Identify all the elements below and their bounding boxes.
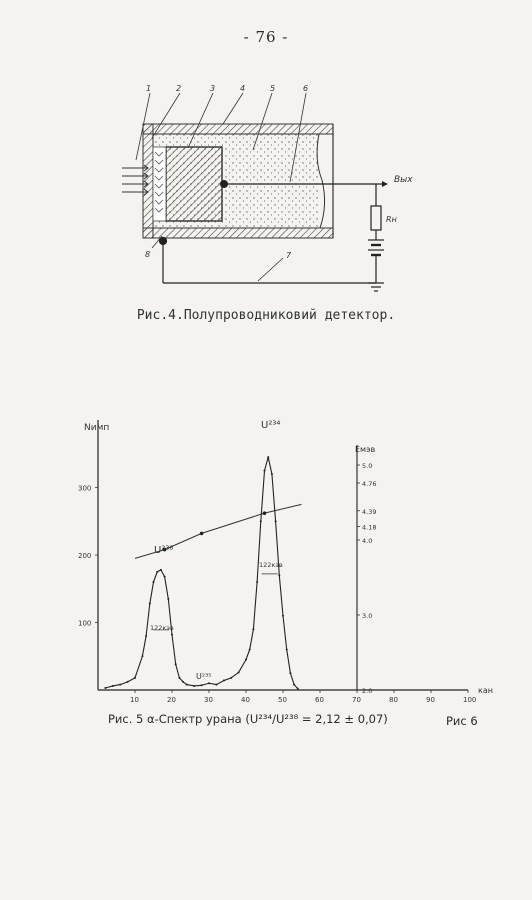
peak-label-u235: U²³⁵ <box>196 672 212 681</box>
spectrum-point <box>112 685 114 687</box>
energy-tick-label: 2.0 <box>362 687 373 695</box>
energy-tick-label: 4.18 <box>362 523 377 532</box>
callout-8: 8 <box>145 250 151 259</box>
spectrum-point <box>286 649 288 651</box>
figure4-caption: Рис.4.Полупроводниковий детектор. <box>136 308 396 323</box>
resistor-label: Rн <box>386 215 397 224</box>
spectrum-point <box>145 635 147 637</box>
fwhm-label-u238: 122кэв <box>150 624 174 632</box>
y-axis-label: Nимп <box>84 423 110 433</box>
spectrum-point <box>282 615 284 617</box>
x-tick-label: 10 <box>130 696 139 704</box>
spectrum-point <box>186 684 188 686</box>
energy-tick-label: 4.0 <box>362 537 373 545</box>
spectrum-point <box>127 681 129 683</box>
spectrum-point <box>201 684 203 686</box>
y-tick-label: 100 <box>78 619 92 628</box>
x-tick-label: 60 <box>315 696 324 704</box>
spectrum-point <box>119 684 121 686</box>
spectrum-point <box>289 672 291 674</box>
x-tick-label: 50 <box>278 696 287 704</box>
peak-label-u234: U²³⁴ <box>261 420 281 431</box>
spectrum-point <box>256 581 258 583</box>
spectrum-point <box>223 680 225 682</box>
callout-7: 7 <box>286 251 292 260</box>
spectrum-series <box>104 456 298 690</box>
calibration-point <box>263 511 267 515</box>
x-axis-label: кан <box>478 686 493 695</box>
spectrum-point <box>182 681 184 683</box>
figure6-label: Рис 6 <box>446 714 478 728</box>
callout-1: 1 <box>146 84 152 93</box>
spectrum-point <box>153 581 155 583</box>
x-tick-label: 70 <box>352 696 361 704</box>
peak-label-u238: U²³⁸ <box>154 545 174 556</box>
x-tick-label: 100 <box>463 696 477 704</box>
spectrum-point <box>260 520 262 522</box>
x-tick-label: 30 <box>204 696 213 704</box>
spectrum-point <box>208 682 210 684</box>
energy-tick-label: 3.0 <box>362 612 373 620</box>
spectrum-point <box>149 603 151 605</box>
spectrum-point <box>252 628 254 630</box>
spectrum-point <box>164 576 166 578</box>
page-number: - 76 - <box>243 28 289 46</box>
spectrum-point <box>245 659 247 661</box>
spectrum-point <box>271 473 273 475</box>
spectrum-point <box>230 677 232 679</box>
chart-ticks <box>78 462 476 704</box>
callout-4: 4 <box>240 84 246 93</box>
energy-tick-label: 4.39 <box>362 507 377 516</box>
y-right-axis-label: Eмэв <box>355 445 376 454</box>
callout-5: 5 <box>270 84 276 93</box>
spectrum-point <box>175 663 177 665</box>
spectrum-point <box>178 677 180 679</box>
figure5-caption: Рис. 5 α-Спектр урана (U²³⁴/U²³⁸ = 2,12 ± 0,07) <box>108 712 388 726</box>
fwhm-label-u234: 122кэв <box>259 561 283 569</box>
spectrum-point <box>275 520 277 522</box>
spectrum-point <box>167 598 169 600</box>
x-tick-label: 90 <box>426 696 435 704</box>
x-tick-label: 20 <box>167 696 176 704</box>
spectrum-point <box>156 571 158 573</box>
spectrum-line <box>105 457 297 689</box>
spectrum-point <box>238 671 240 673</box>
energy-tick-label: 4.76 <box>362 480 377 488</box>
spectrum-point <box>215 684 217 686</box>
callout-2: 2 <box>176 84 182 93</box>
spectrum-point <box>141 655 143 657</box>
y-tick-label: 200 <box>78 552 92 560</box>
spectrum-point <box>160 569 162 571</box>
spectrum-point <box>104 687 106 689</box>
spectrum-point <box>278 574 280 576</box>
output-label: Вых <box>394 175 413 185</box>
spectrum-point <box>249 649 251 651</box>
callout-3: 3 <box>210 84 216 93</box>
spectrum-point <box>264 470 266 472</box>
spectrum-point <box>171 634 173 636</box>
spectrum-point <box>293 684 295 686</box>
callout-6: 6 <box>303 84 309 93</box>
calibration-point <box>200 532 204 536</box>
spectrum-point <box>297 688 299 690</box>
spectrum-point <box>267 456 269 458</box>
x-tick-label: 80 <box>389 696 398 704</box>
y-tick-label: 300 <box>78 484 92 493</box>
spectrum-point <box>134 677 136 679</box>
x-tick-label: 40 <box>241 696 250 704</box>
chart-labels <box>84 420 493 695</box>
spectrum-point <box>193 685 195 687</box>
energy-tick-label: 5.0 <box>362 462 373 470</box>
